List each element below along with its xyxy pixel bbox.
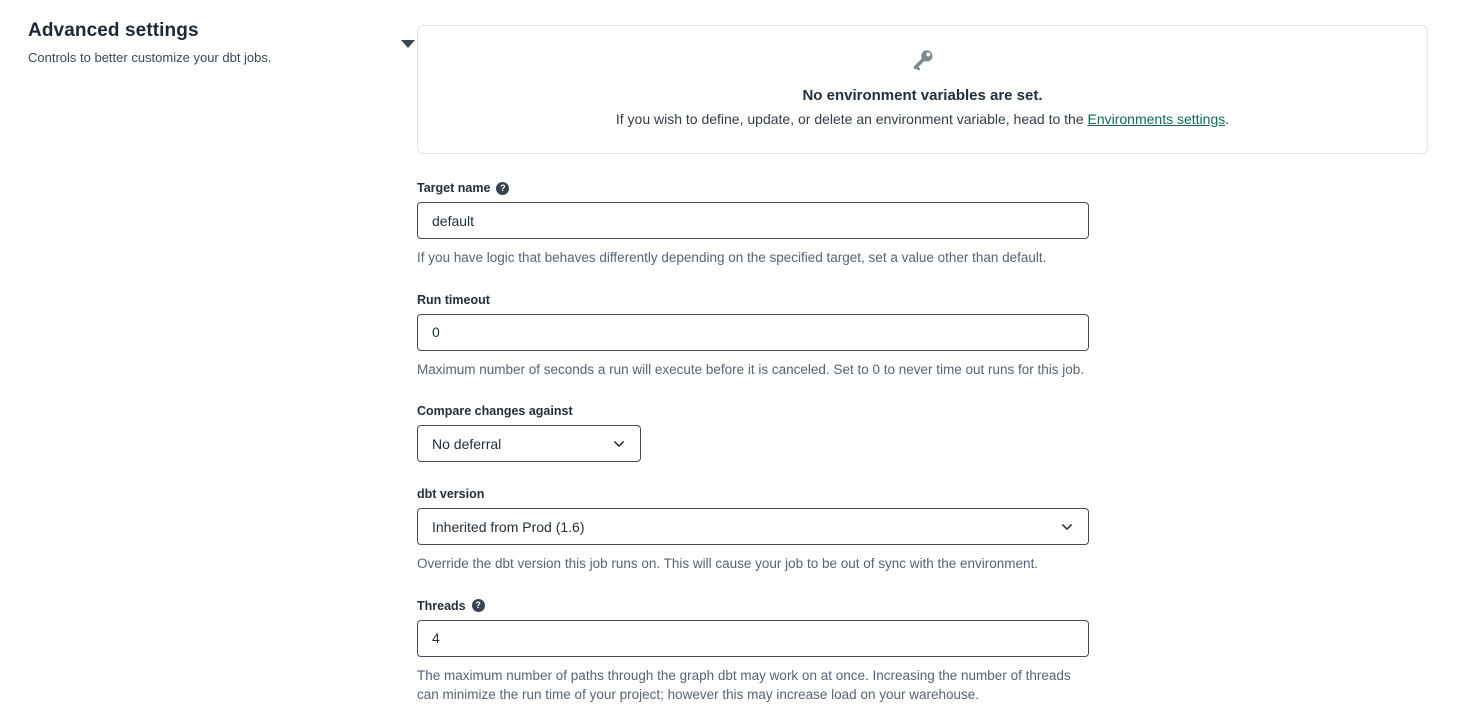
dbt-version-hint: Override the dbt version this job runs on. This will cause your job to be out of sync with the environment. xyxy=(417,556,1039,572)
section-header xyxy=(28,20,417,65)
page-subtitle: Controls to better customize your dbt jobs. xyxy=(28,50,272,65)
threads-input[interactable] xyxy=(417,620,1089,657)
chevron-down-icon xyxy=(612,437,626,451)
section-header-text xyxy=(28,20,272,65)
advanced-settings-form xyxy=(417,181,1089,705)
run-timeout-hint: Maximum number of seconds a run will execute before it is canceled. Set to 0 to never time out runs for this job. xyxy=(417,361,1085,377)
help-icon[interactable]: ? xyxy=(496,182,509,195)
field-compare-changes xyxy=(417,404,1089,462)
collapse-triangle-icon[interactable] xyxy=(401,40,415,48)
compare-changes-select[interactable] xyxy=(417,425,641,462)
settings-content xyxy=(417,20,1428,705)
compare-changes-label xyxy=(417,404,1089,418)
dbt-version-label-text: dbt version xyxy=(417,487,485,502)
target-name-label-text: Target name xyxy=(417,181,491,195)
key-icon xyxy=(910,48,935,73)
environments-settings-link[interactable]: Environments settings xyxy=(1087,111,1226,127)
chevron-down-icon xyxy=(1060,520,1074,534)
target-name-label xyxy=(417,181,1089,195)
dbt-version-label xyxy=(417,487,1089,501)
threads-hint: The maximum number of paths through the graph dbt may work on at once. Increasing the number of threads can minimize the run time of your project; however this may increase load on your warehouse. xyxy=(417,667,1071,703)
field-dbt-version xyxy=(417,487,1089,574)
threads-label xyxy=(417,599,1089,613)
target-name-input[interactable] xyxy=(417,202,1089,239)
run-timeout-label-text: Run timeout xyxy=(417,292,490,307)
field-target-name xyxy=(417,181,1089,268)
field-threads xyxy=(417,599,1089,705)
help-icon[interactable]: ? xyxy=(472,599,485,612)
compare-changes-label-text: Compare changes against xyxy=(417,404,573,419)
target-name-hint: If you have logic that behaves differently depending on the specified target, set a value other than default. xyxy=(417,250,1047,265)
field-run-timeout xyxy=(417,293,1089,380)
dbt-version-select[interactable] xyxy=(417,508,1089,545)
env-card-heading: No environment variables are set. xyxy=(802,87,1043,104)
env-card-body-suffix: . xyxy=(1225,111,1230,127)
dbt-version-value: Inherited from Prod (1.6) xyxy=(432,518,585,535)
env-variables-card xyxy=(417,25,1428,154)
run-timeout-label xyxy=(417,293,1089,307)
threads-label-text: Threads xyxy=(417,598,466,613)
compare-changes-value: No deferral xyxy=(432,435,502,452)
env-card-body xyxy=(438,111,1407,127)
page-title: Advanced settings xyxy=(28,20,199,41)
run-timeout-input[interactable] xyxy=(417,314,1089,351)
env-card-body-prefix: If you wish to define, update, or delete an environment variable, head to the xyxy=(615,111,1088,127)
